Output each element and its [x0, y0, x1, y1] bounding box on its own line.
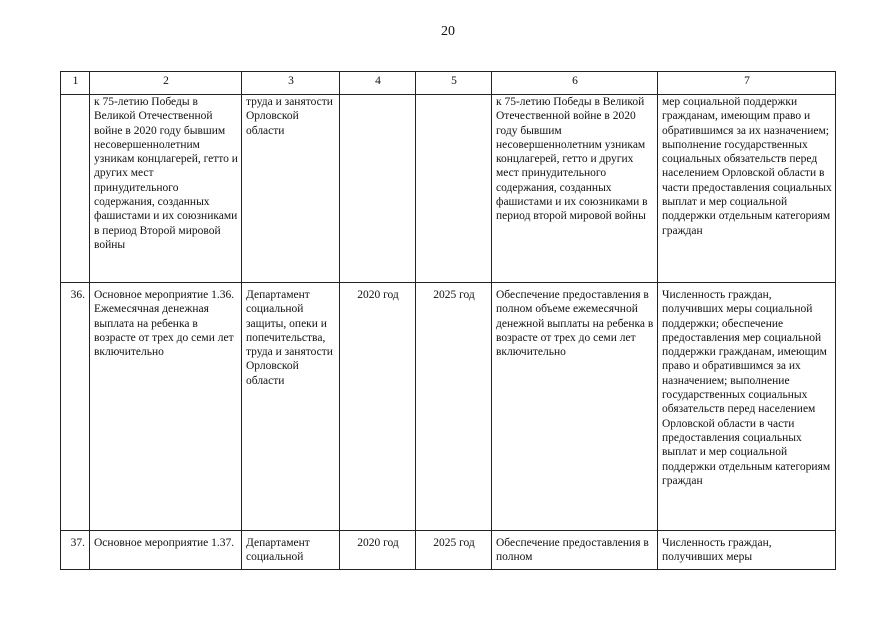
- indicator-cell: мер социальной поддержки гражданам, имеющим право и обратившимся за их назначением; выполнение государственных социальных обязательств перед населением Орловской области в части предоставления социальных выплат и мер социальной поддержки отдельным категориям граждан: [658, 95, 836, 283]
- end-year-cell: [416, 95, 492, 283]
- column-number-6: 6: [492, 72, 658, 95]
- executor-cell: труда и занятости Орловской области: [242, 95, 340, 283]
- start-year-cell: 2020 год: [340, 283, 416, 531]
- event-cell: к 75-летию Победы в Великой Отечественной войне в 2020 году бывшим несовершеннолетним узникам концлагерей, гетто и других мест принудительного содержания, созданных фашистами и их союзниками в период Второй мировой войны: [90, 95, 242, 283]
- executor-cell: Департамент социальной защиты, опеки и попечительства, труда и занятости Орловской области: [242, 283, 340, 531]
- table-header-row: [61, 72, 836, 95]
- executor-cell: Департамент социальной: [242, 531, 340, 570]
- table-row: [61, 95, 836, 283]
- table-row: [61, 531, 836, 570]
- result-cell: Обеспечение предоставления в полном: [492, 531, 658, 570]
- indicator-cell: Численность граждан, получивших меры социальной поддержки; обеспечение предоставления мер социальной поддержки гражданам, имеющим право и обратившимся за их назначением; выполнение государственных социальных обязательств перед населением Орловской области в части предоставления социальных выплат и мер социальной поддержки отдельным категориям граждан: [658, 283, 836, 531]
- column-number-7: 7: [658, 72, 836, 95]
- end-year-cell: 2025 год: [416, 283, 492, 531]
- page-number: 20: [441, 24, 455, 39]
- column-number-5: 5: [416, 72, 492, 95]
- event-cell: Основное мероприятие 1.37.: [90, 531, 242, 570]
- start-year-cell: 2020 год: [340, 531, 416, 570]
- result-cell: к 75-летию Победы в Великой Отечественной войне в 2020 году бывшим несовершеннолетним узникам концлагерей, гетто и других мест принудительного содержания, созданных фашистами и их союзниками в период второй мировой войны: [492, 95, 658, 283]
- end-year-cell: 2025 год: [416, 531, 492, 570]
- column-number-4: 4: [340, 72, 416, 95]
- row-number-cell: 37.: [61, 531, 90, 570]
- event-cell: Основное мероприятие 1.36. Ежемесячная денежная выплата на ребенка в возрасте от трех до семи лет включительно: [90, 283, 242, 531]
- column-number-1: 1: [61, 72, 90, 95]
- column-number-3: 3: [242, 72, 340, 95]
- column-number-2: 2: [90, 72, 242, 95]
- indicator-cell: Численность граждан, получивших меры: [658, 531, 836, 570]
- row-number-cell: 36.: [61, 283, 90, 531]
- row-number-cell: [61, 95, 90, 283]
- start-year-cell: [340, 95, 416, 283]
- result-cell: Обеспечение предоставления в полном объеме ежемесячной денежной выплаты на ребенка в возрасте от трех до семи лет включительно: [492, 283, 658, 531]
- table-row: [61, 283, 836, 531]
- measures-table: [60, 71, 836, 570]
